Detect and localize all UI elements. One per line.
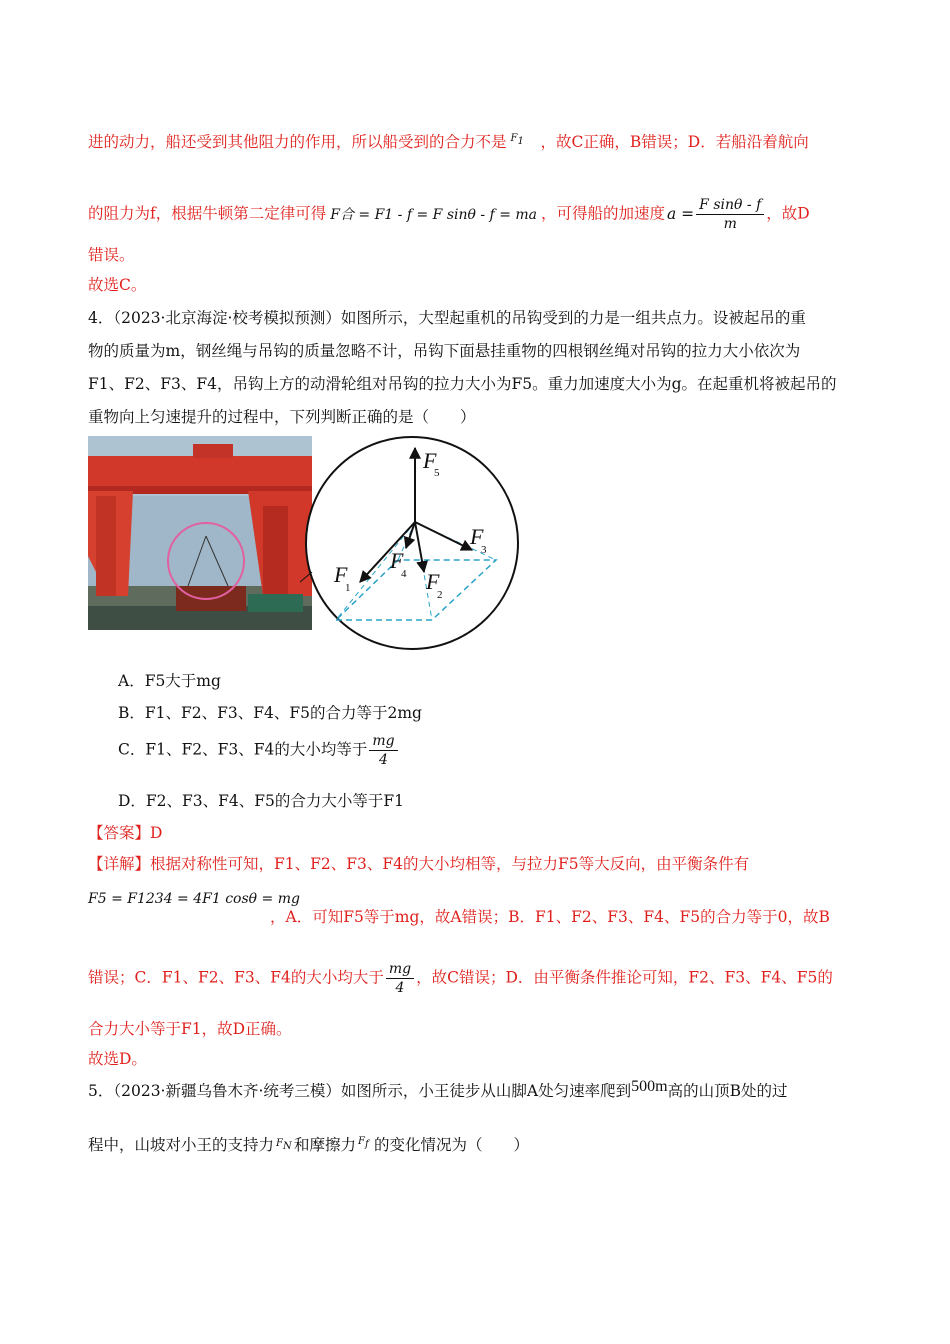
label-f3: F [470, 524, 484, 549]
solution-line-2 [88, 196, 810, 233]
label-f4: F [390, 548, 404, 573]
label-f5: F [423, 448, 437, 473]
q5-line-1 [88, 1079, 787, 1101]
text: 进的动力，船还受到其他阻力的作用，所以船受到的合力不是 [88, 133, 507, 151]
q4-line-3: F1、F2、F3、F4，吊钩上方的动滑轮组对吊钩的拉力大小为F5。重力加速度大小为g。在起重机将被起吊的 [88, 375, 837, 393]
solution-line-1: 进的动力，船还受到其他阻力的作用，所以船受到的合力不是 $F_1$ ，故C正确，B错误；D．若船沿着航向 [88, 133, 809, 151]
choose-d: 故选D。 [88, 1050, 147, 1068]
text: 错误；C．F1、F2、F3、F4的大小均大于 [88, 968, 384, 987]
label-f3-sub: 3 [481, 544, 487, 556]
choose-c: 故选C。 [88, 276, 147, 294]
detail-equation: F5 = F1234 = 4F1 cosθ = mg [88, 891, 300, 907]
crane-photo [88, 436, 312, 630]
text: 和摩擦力 [294, 1136, 357, 1154]
label-f5-sub: 5 [434, 467, 440, 479]
height-value: 500m [631, 1078, 668, 1095]
text: ，故C错误；D．由平衡条件推论可知，F2、F3、F4、F5的 [416, 968, 833, 987]
detail-line-4: 合力大小等于F1，故D正确。 [88, 1020, 292, 1038]
option-c-fraction: $\frac{mg}{4}$ [369, 732, 397, 769]
option-c-text: C．F1、F2、F3、F4的大小均等于 [118, 740, 368, 759]
text: 的阻力为f，根据牛顿第二定律可得 [88, 204, 327, 223]
answer: 【答案】D [88, 824, 163, 842]
option-c[interactable] [118, 732, 400, 769]
text: 高的山顶B处的过 [667, 1082, 788, 1100]
label-f2: F [426, 569, 440, 594]
option-d[interactable]: D．F2、F3、F4、F5的合力大小等于F1 [118, 792, 405, 810]
label-f2-sub: 2 [437, 589, 443, 601]
accel-lhs: a = [667, 204, 695, 223]
option-a[interactable]: A．F5大于mg [118, 672, 221, 690]
solution-line-3: 错误。 [88, 246, 135, 264]
detail-fraction: $\frac{mg}{4}$ [386, 960, 414, 997]
text: 程中，山坡对小王的支持力 [88, 1136, 275, 1154]
q5-line-2: 程中，山坡对小王的支持力 $F_N$ 和摩擦力 $F_f$ 的变化情况为（ ） [88, 1136, 530, 1154]
q4-line-4: 重物向上匀速提升的过程中，下列判断正确的是（ ） [88, 408, 476, 426]
label-f1: F [334, 562, 348, 587]
text: ，故C正确，B错误；D．若船沿着航向 [540, 133, 809, 151]
label-f1-sub: 1 [345, 582, 351, 594]
label-f4-sub: 4 [401, 568, 407, 580]
detail-line-1: 【详解】根据对称性可知，F1、F2、F3、F4的大小均相等，与拉力F5等大反向，由平衡条件有 [88, 855, 750, 873]
text: 的变化情况为（ ） [374, 1136, 530, 1154]
text: ，故D [766, 204, 810, 223]
equation-newton: F合 = F1 - f = F sinθ - f = ma [330, 206, 537, 223]
force-diagram [300, 432, 522, 654]
option-b[interactable]: B．F1、F2、F3、F4、F5的合力等于2mg [118, 704, 422, 722]
q4-line-2: 物的质量为m，钢丝绳与吊钩的质量忽略不计，吊钩下面悬挂重物的四根钢丝绳对吊钩的拉力大小依次为 [88, 342, 801, 360]
text: ，可得船的加速度 [541, 204, 666, 223]
q4-line-1: 4．（2023·北京海淀·校考模拟预测）如图所示，大型起重机的吊钩受到的力是一组共点力。设被起吊的重 [88, 309, 806, 327]
text: 5．（2023·新疆乌鲁木齐·统考三模）如图所示，小王徒步从山脚A处匀速率爬到 [88, 1082, 632, 1100]
detail-line-2: ，A．可知F5等于mg，故A错误；B．F1、F2、F3、F4、F5的合力等于0，故B [270, 908, 830, 926]
detail-line-3 [88, 960, 833, 997]
accel-fraction: $\frac{\text{F sinθ - f}}{m}$ [696, 196, 764, 233]
